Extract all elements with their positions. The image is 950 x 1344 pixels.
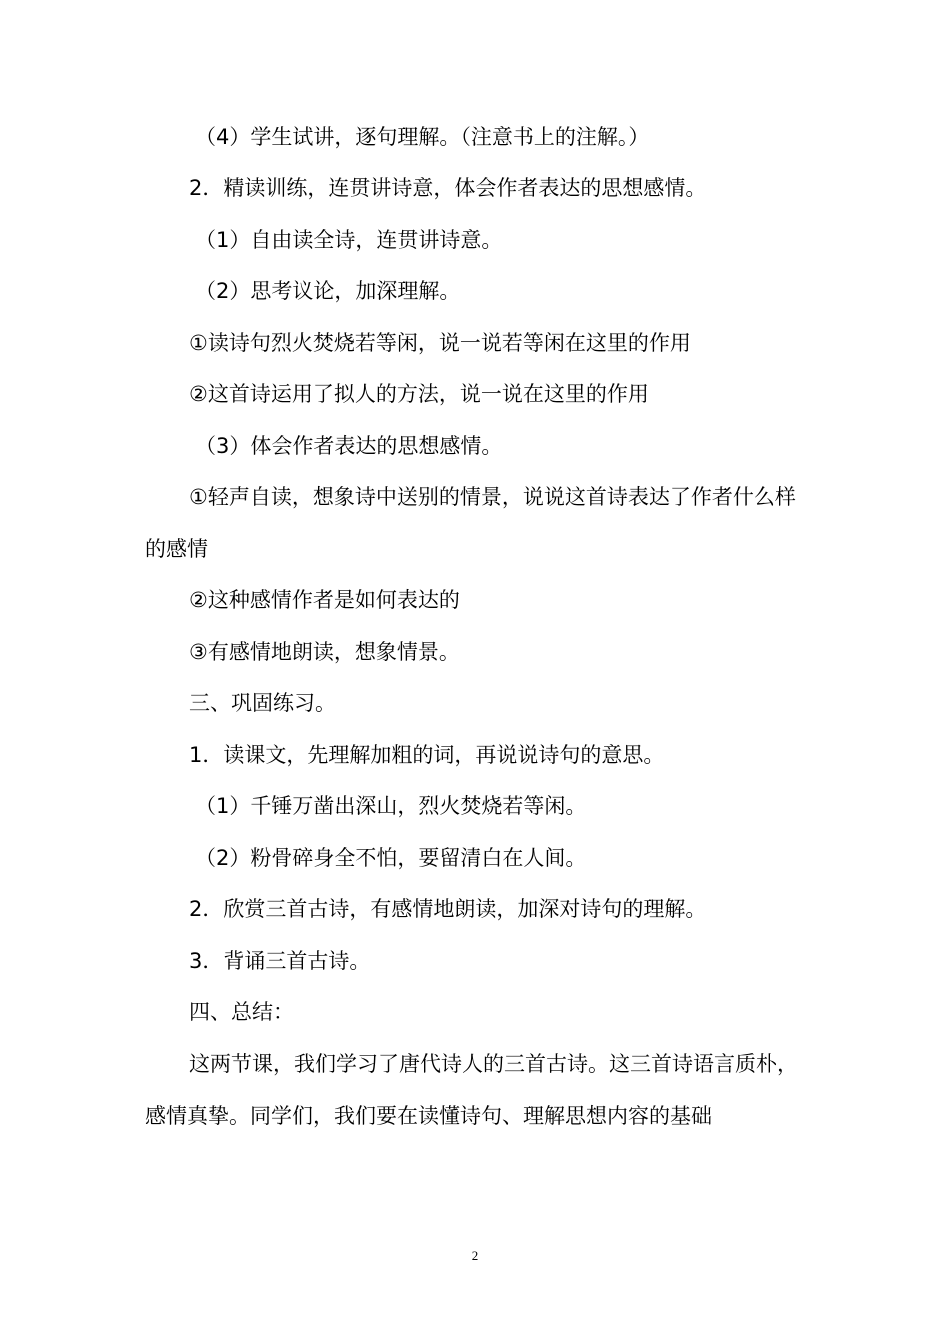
- paragraph-feelings-1: ①轻声自读，想象诗中送别的情景，说说这首诗表达了作者什么样的感情: [145, 485, 796, 561]
- section-heading-practice: 三、巩固练习。: [189, 691, 336, 715]
- paragraph-discussion: （2）思考议论，加深理解。: [195, 279, 461, 303]
- paragraph-step-4-trial-explain: （4）学生试讲，逐句理解。（注意书上的注解。）: [195, 125, 650, 149]
- paragraph-practice-1: 1．读课文，先理解加粗的词，再说说诗句的意思。: [189, 743, 665, 767]
- section-heading-summary: 四、总结：: [189, 1000, 294, 1024]
- paragraph-free-reading: （1）自由读全诗，连贯讲诗意。: [195, 228, 503, 252]
- paragraph-intensive-reading: 2．精读训练，连贯讲诗意，体会作者表达的思想感情。: [189, 176, 707, 200]
- paragraph-poem-line-2: （2）粉骨碎身全不怕，要留清白在人间。: [195, 846, 587, 870]
- paragraph-practice-2: 2．欣赏三首古诗，有感情地朗读，加深对诗句的理解。: [189, 897, 707, 921]
- paragraph-feelings-3: ③有感情地朗读，想象情景。: [189, 640, 460, 664]
- paragraph-question-1: ①读诗句烈火焚烧若等闲，说一说若等闲在这里的作用: [189, 331, 691, 355]
- paragraph-feelings: （3）体会作者表达的思想感情。: [195, 434, 503, 458]
- paragraph-summary: 这两节课，我们学习了唐代诗人的三首古诗。这三首诗语言质朴，感情真挚。同学们，我们要在读懂诗句、理解思想内容的基础: [145, 1052, 798, 1128]
- paragraph-poem-line-1: （1）千锤万凿出深山，烈火焚烧若等闲。: [195, 794, 587, 818]
- paragraph-feelings-2: ②这种感情作者是如何表达的: [189, 588, 460, 612]
- page-number: 2: [471, 1248, 479, 1263]
- paragraph-practice-3: 3．背诵三首古诗。: [189, 949, 371, 973]
- paragraph-question-2: ②这首诗运用了拟人的方法，说一说在这里的作用: [189, 382, 649, 406]
